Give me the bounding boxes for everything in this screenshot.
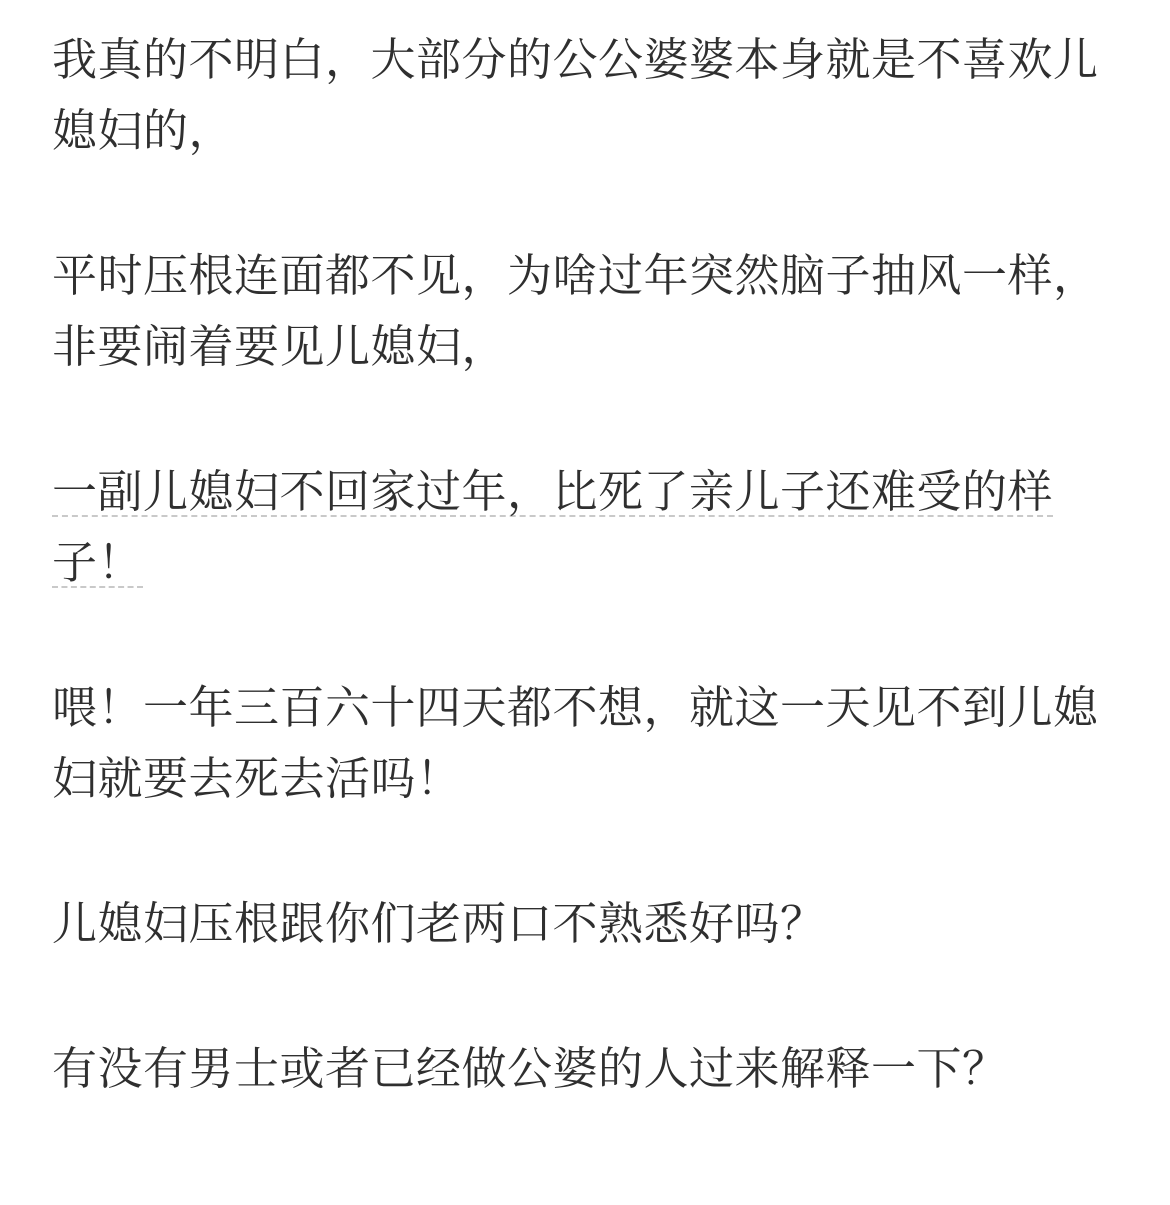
paragraph-5: 儿媳妇压根跟你们老两口不熟悉好吗？ [52, 898, 826, 949]
paragraph-6: 有没有男士或者已经做公婆的人过来解释一下？ [52, 1043, 1008, 1094]
paragraph-1: 我真的不明白，大部分的公公婆婆本身就是不喜欢儿媳妇的， [52, 34, 1099, 156]
paragraph-4: 喂！一年三百六十四天都不想，就这一天见不到儿媳妇就要去死去活吗！ [52, 682, 1099, 804]
paragraph-2: 平时压根连面都不见，为啥过年突然脑子抽风一样，非要闹着要见儿媳妇， [52, 250, 1099, 372]
paragraph-3-underlined: 一副儿媳妇不回家过年，比死了亲儿子还难受的样子！ [52, 466, 1054, 588]
